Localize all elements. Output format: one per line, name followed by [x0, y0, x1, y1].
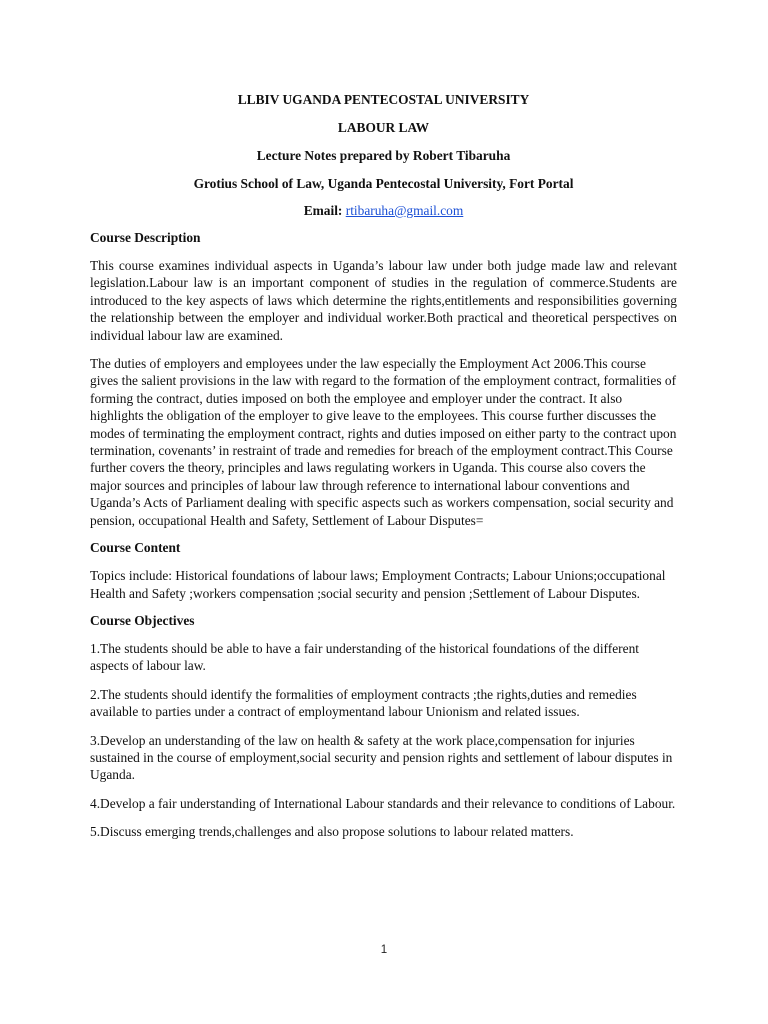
subject-title: LABOUR LAW: [337, 120, 430, 135]
objective-item: 4.Develop a fair understanding of International Labour standards and their relevance to conditions of Labour.: [90, 795, 676, 811]
course-objectives-heading: Course Objectives: [90, 612, 195, 628]
course-content-heading: Course Content: [90, 540, 181, 556]
university-title: LLBIV UGANDA PENTECOSTAL UNIVERSITY: [237, 92, 530, 107]
document-page: [90, 92, 677, 852]
objective-item: 2.The students should identify the formalities of employment contracts ;the rights,duties and remedies available to parties under a contract of employmentand labour Unionism and related issues.: [90, 686, 637, 720]
page-number: 1: [380, 944, 388, 956]
course-description-paragraph-1: This course examines individual aspects in Uganda’s labour law under both judge made law and relevant legislation.Labour law is an important component of studies in the regulation of commerce.Students are introduced to the key aspects of laws which determine the rights,entitlements and responsibilities governing the relationship between the employer and individual worker.Both practical and theoretical perspectives on individual labour law are examined.: [90, 258, 677, 343]
prepared-by-line: Lecture Notes prepared by Robert Tibaruha: [256, 148, 511, 163]
school-line: Grotius School of Law, Uganda Pentecostal University, Fort Portal: [193, 176, 574, 191]
course-description-heading: Course Description: [90, 230, 201, 245]
objective-item: 1.The students should be able to have a fair understanding of the historical foundations of the different aspects of labour law.: [90, 640, 639, 674]
email-line: [90, 203, 677, 219]
objective-item: 5.Discuss emerging trends,challenges and also propose solutions to labour related matters.: [90, 824, 574, 840]
course-description-paragraph-2: The duties of employers and employees under the law especially the Employment Act 2006.This course gives the salient provisions in the law with regard to the formation of the employment contract, formalities of forming the contract, duties imposed on both the employee and employer under the contract. It also highlights the obligation of the employer to give leave to the employees. This course further discusses the modes of terminating the employment contract, rights and duties imposed on either party to the contract upon termination, covenants’ in restraint of trade and remedies for breach of the employment contract.This Course further covers the theory, principles and laws regulating workers in Uganda. This course also covers the major sources and principles of labour law through reference to international labour conventions and Uganda’s Acts of Parliament dealing with specific aspects such as workers compensation, social security and pension, occupational Health and Safety, Settlement of Labour Disputes=: [90, 356, 677, 528]
email-link[interactable]: rtibaruha@gmail.com: [345, 203, 464, 218]
course-content-text: Topics include: Historical foundations of labour laws; Employment Contracts; Labour Unions;occupational Health and Safety ;workers compensation ;social security and pension ;Settlement of Labour Disputes.: [90, 568, 666, 601]
email-label: Email:: [303, 203, 346, 218]
objective-item: 3.Develop an understanding of the law on health & safety at the work place,compensation for injuries sustained in the course of employment,social security and pension rights and settlement of labour disputes in Uganda.: [90, 732, 673, 783]
